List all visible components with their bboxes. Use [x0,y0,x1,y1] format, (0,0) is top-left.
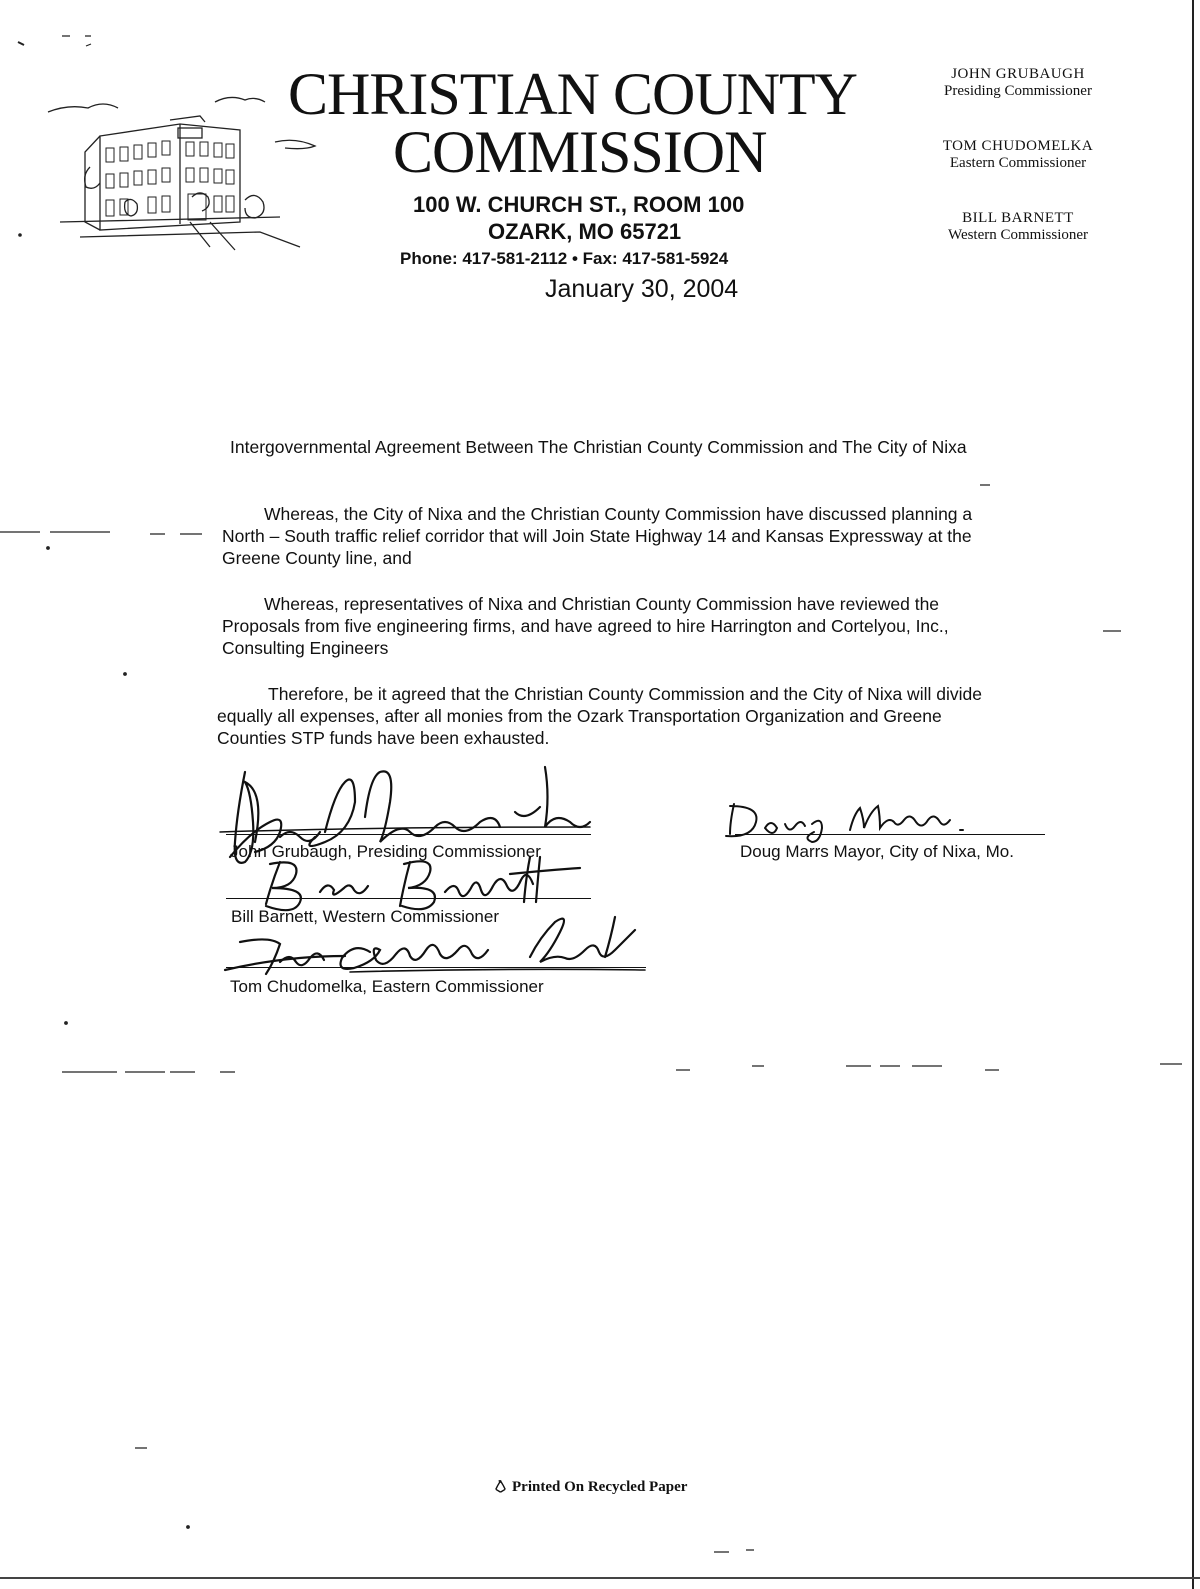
paragraph2-line1: Whereas, representatives of Nixa and Christian County Commission have reviewed the [264,594,940,614]
paragraph1-line2: North – South traffic relief corridor that will Join State Highway 14 and Kansas Expressway at the [222,526,972,546]
commissioner-barnett [913,210,1123,244]
street-address: 100 W. CHURCH ST., ROOM 100 [413,192,745,217]
paragraph3-line2: equally all expenses, after all monies from the Ozark Transportation Organization and Greene [217,706,942,726]
page-edge-bottom [0,1577,1200,1579]
commissioner-name: JOHN GRUBAUGH [951,66,1085,82]
commissioner-name: TOM CHUDOMELKA [942,138,1094,154]
paragraph2-line2: Proposals from five engineering firms, and have agreed to hire Harrington and Cortelyou, Inc., [222,616,949,636]
commissioner-role: Presiding Commissioner [944,83,1092,99]
signature-label-chudomelka: Tom Chudomelka, Eastern Commissioner [230,977,544,996]
letter-date: January 30, 2004 [545,275,739,303]
commissioner-chudomelka [913,138,1123,172]
recycled-paper-text: Printed On Recycled Paper [512,1479,688,1495]
city-state-zip: OZARK, MO 65721 [488,219,682,244]
recycled-paper-note [493,1479,687,1496]
commission-title-line1: CHRISTIAN COUNTY [288,61,857,127]
paragraph1-line1: Whereas, the City of Nixa and the Christian County Commission have discussed planning a [264,504,973,524]
commissioner-role: Eastern Commissioner [949,155,1087,171]
commissioner-role: Western Commissioner [947,227,1089,243]
paragraph2-line3: Consulting Engineers [222,638,389,658]
agreement-heading: Intergovernmental Agreement Between The Christian County Commission and The City of Nixa [230,437,967,457]
paragraph3-line3: Counties STP funds have been exhausted. [217,728,550,748]
signature-label-marrs: Doug Marrs Mayor, City of Nixa, Mo. [740,842,1014,861]
phone-fax: Phone: 417-581-2112 • Fax: 417-581-5924 [400,249,729,268]
commissioner-name: BILL BARNETT [962,210,1074,226]
signature-marrs [720,800,980,845]
recycle-icon [493,1479,508,1494]
signature-label-grubaugh: John Grubaugh, Presiding Commissioner [230,842,541,861]
commissioner-grubaugh [913,66,1123,100]
commission-title-line2: COMMISSION [393,119,767,185]
paragraph1-line3: Greene County line, and [222,548,412,568]
page-edge-right [1192,0,1194,1589]
paragraph3-line1: Therefore, be it agreed that the Christian County Commission and the City of Nixa will divide [268,684,982,704]
signature-label-barnett: Bill Barnett, Western Commissioner [231,907,499,926]
